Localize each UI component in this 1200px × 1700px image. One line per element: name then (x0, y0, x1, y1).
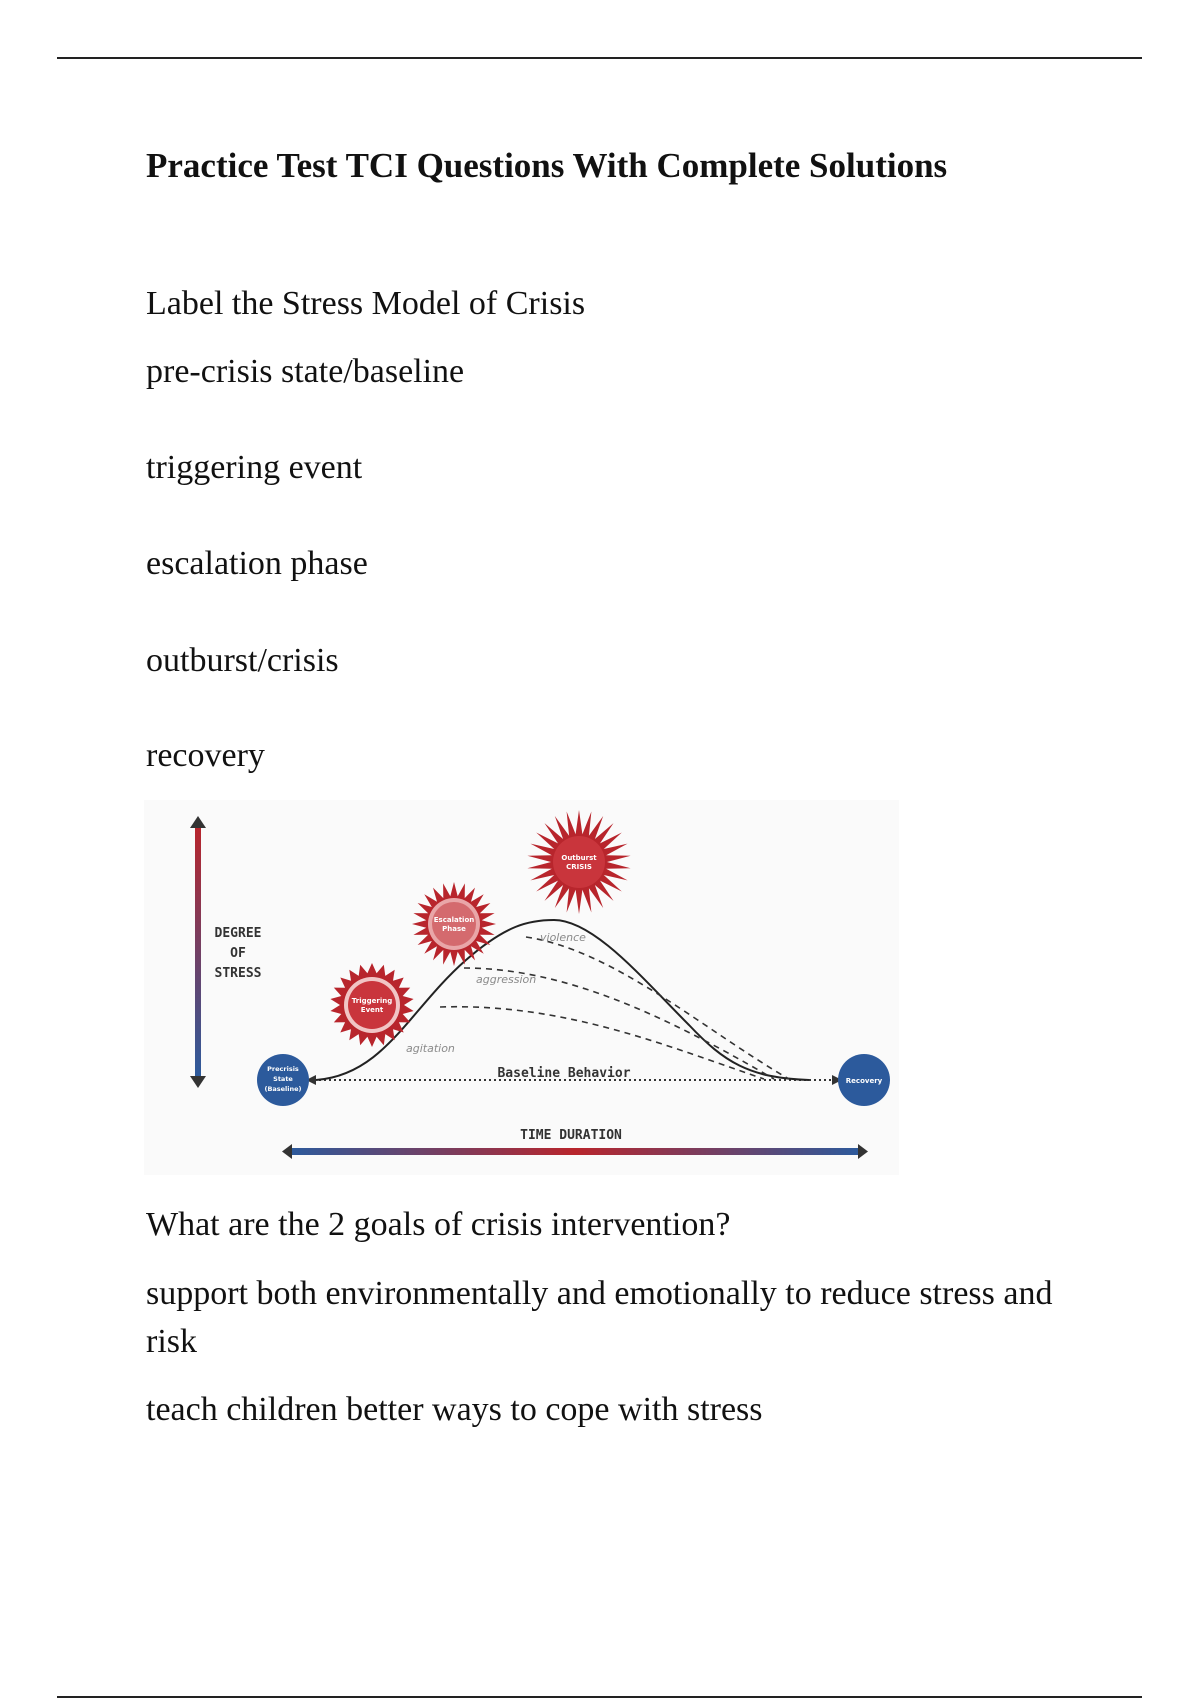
answer-support: support both environmentally and emotionally to reduce stress and risk (146, 1275, 1053, 1360)
x-axis-label: TIME DURATION (520, 1128, 622, 1143)
precrisis-label-1: Precrisis (267, 1065, 299, 1073)
diagram-background (144, 800, 899, 1175)
y-axis-label-3: STRESS (214, 966, 262, 981)
page-title: Practice Test TCI Questions With Complete Solutions (146, 146, 948, 185)
escalation-label-1: Escalation (433, 916, 475, 924)
recovery-label: Recovery (845, 1077, 883, 1085)
header-rule (57, 57, 1142, 59)
precrisis-label-3: (Baseline) (264, 1085, 302, 1093)
answer-teach: teach children better ways to cope with stress (146, 1391, 763, 1428)
answer-escalation-phase: escalation phase (146, 545, 368, 582)
stress-model-diagram (144, 800, 899, 1175)
answer-outburst-crisis: outburst/crisis (146, 642, 339, 679)
aggression-label: aggression (476, 973, 537, 986)
baseline-label: Baseline Behavior (497, 1066, 631, 1081)
outburst-label-2: CRISIS (566, 863, 592, 871)
question-1: Label the Stress Model of Crisis (146, 285, 586, 322)
question-2: What are the 2 goals of crisis intervention? (146, 1206, 731, 1243)
triggering-label-2: Event (360, 1006, 384, 1014)
violence-label: violence (540, 931, 586, 944)
triggering-label-1: Triggering (351, 997, 393, 1005)
outburst-label-1: Outburst (561, 854, 597, 862)
precrisis-label-2: State (273, 1075, 293, 1083)
footer-rule (57, 1696, 1142, 1698)
escalation-label-2: Phase (442, 925, 466, 933)
y-axis-label-2: OF (230, 946, 246, 961)
answer-recovery: recovery (146, 737, 265, 774)
answer-pre-crisis: pre-crisis state/baseline (146, 353, 465, 390)
y-axis-label-1: DEGREE (214, 926, 262, 941)
agitation-label: agitation (406, 1042, 455, 1055)
answer-triggering-event: triggering event (146, 449, 363, 486)
